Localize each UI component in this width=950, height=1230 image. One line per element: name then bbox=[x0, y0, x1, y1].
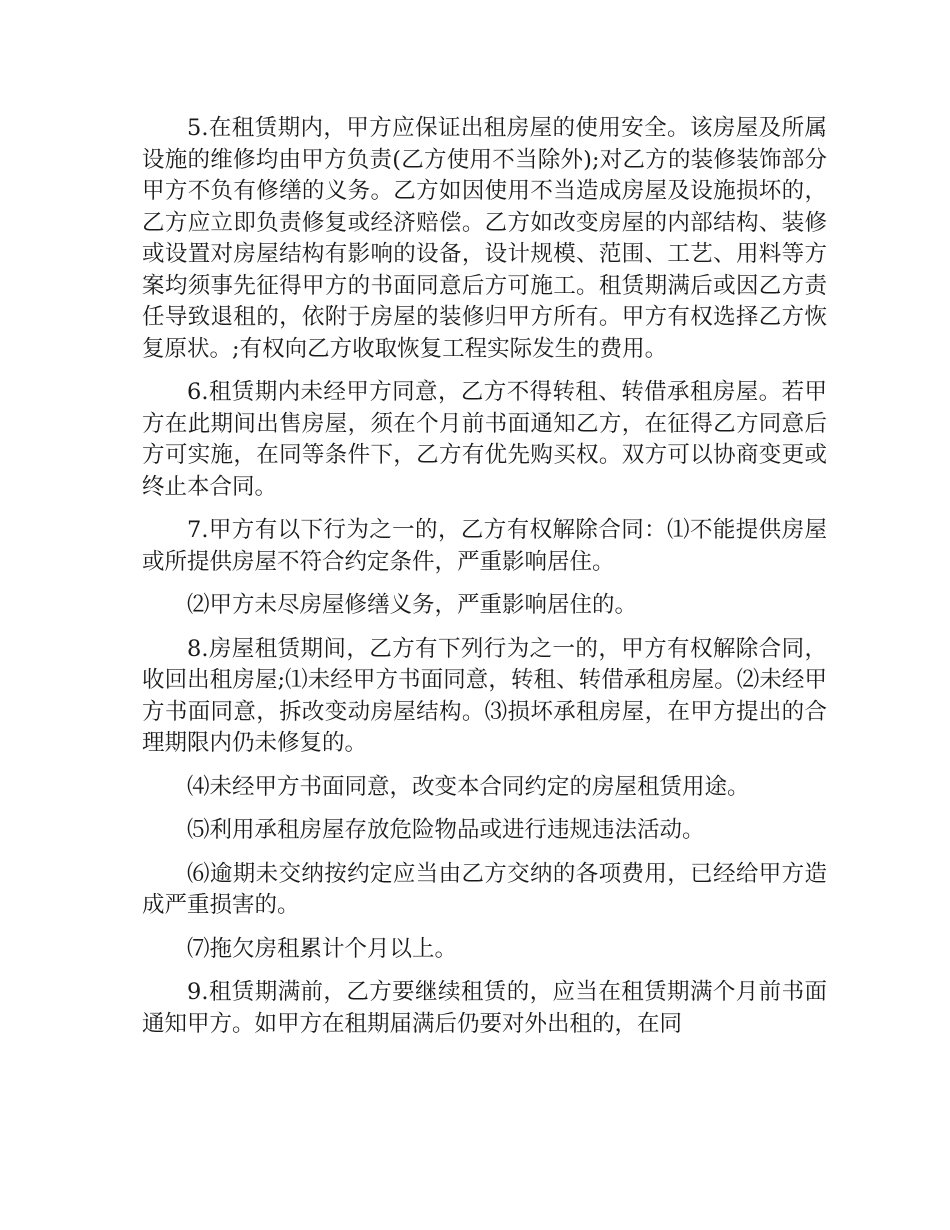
clause-8-paragraph: 8.房屋租赁期间，乙方有下列行为之一的，甲方有权解除合同，收回出租房屋;⑴未经甲方书面同意，转租、转借承租房屋。⑵未经甲方书面同意，拆改变动房屋结构。⑶损坏承租房屋，在甲方提出的合理期限内仍未修复的。 bbox=[142, 635, 827, 756]
clause-5-paragraph: 5.在租赁期内，甲方应保证出租房屋的使用安全。该房屋及所属设施的维修均由甲方负责(乙方使用不当除外);对乙方的装修装饰部分甲方不负有修缮的义务。乙方如因使用不当造成房屋及设施损坏的，乙方应立即负责修复或经济赔偿。乙方如改变房屋的内部结构、装修或设置对房屋结构有影响的设备，设计规模、范围、工艺、用料等方案均须事先征得甲方的书面同意后方可施工。租赁期满后或因乙方责任导致退租的，依附于房屋的装修归甲方所有。甲方有权选择乙方恢复原状。;有权向乙方收取恢复工程实际发生的费用。 bbox=[142, 115, 827, 362]
clause-7-item-2: ⑵甲方未尽房屋修缮义务，严重影响居住的。 bbox=[187, 592, 638, 618]
clause-9-paragraph: 9.租赁期满前，乙方要继续租赁的，应当在租赁期满个月前书面通知甲方。如甲方在租期届满后仍要对外出租的，在同 bbox=[142, 979, 827, 1037]
clause-8-item-4: ⑷未经甲方书面同意，改变本合同约定的房屋租赁用途。 bbox=[187, 773, 750, 800]
clause-8-item-6: ⑹逾期未交纳按约定应当由乙方交纳的各项费用，已经给甲方造成严重损害的。 bbox=[142, 860, 827, 918]
clause-8-item-7: ⑺拖欠房租累计个月以上。 bbox=[187, 935, 458, 962]
document-body bbox=[142, 113, 827, 1052]
clause-6-paragraph: 6.租赁期内未经甲方同意，乙方不得转租、转借承租房屋。若甲方在此期间出售房屋，须在个月前书面通知乙方，在征得乙方同意后方可实施，在同等条件下，乙方有优先购买权。双方可以协商变更或终止本合同。 bbox=[142, 379, 827, 500]
clause-8-item-5: ⑸利用承租房屋存放危险物品或进行违规违法活动。 bbox=[187, 817, 705, 843]
clause-7-paragraph: 7.甲方有以下行为之一的，乙方有权解除合同：⑴不能提供房屋或所提供房屋不符合约定条件，严重影响居住。 bbox=[142, 517, 827, 575]
